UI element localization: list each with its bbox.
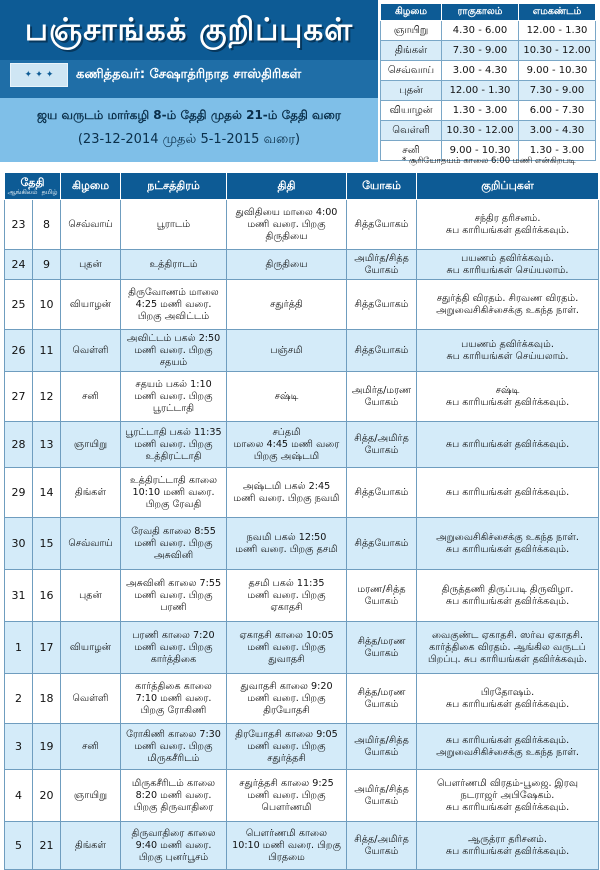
author-line: கணித்தவர்: சேஷாத்ரிநாத சாஸ்திரிகள் [76,67,302,82]
star-cell: ரேவதி காலை 8:55 மணி வரை. பிறகு அசுவினி [121,518,227,570]
header-star: நட்சத்திரம் [121,173,227,200]
notes-cell: ஆருத்ரா தரிசனம். சுப காரியங்கள் தவிர்க்கவும். [417,822,599,870]
table-row [5,250,599,280]
tithi-cell: திரயோதசி காலை 9:05 மணி வரை. பிறகு சதுர்த்தசி [227,724,347,770]
timings-rahu: 4.30 - 6.00 [442,21,519,41]
timings-ema: 12.00 - 1.30 [519,21,596,41]
timings-day: சனி [381,141,442,161]
tithi-cell: சதுர்த்தசி காலை 9:25 மணி வரை. பிறகு பௌர்ணமி [227,770,347,822]
date-tamil: 15 [33,518,61,570]
date-english: 3 [5,724,33,770]
tithi-cell: துவிதியை மாலை 4:00 மணி வரை. பிறகு திருதியை [227,200,347,250]
yogam-cell: மரண/சித்த யோகம் [347,570,417,622]
date-tamil: 14 [33,468,61,518]
sunrise-note: * சூரியோதயம் காலை 6:00 மணி என்கிறபடி [402,156,576,166]
star-cell: மிருகசீரிடம் காலை 8:20 மணி வரை. பிறகு திருவாதிரை [121,770,227,822]
table-header-row [5,173,599,200]
date-tamil: 8 [33,200,61,250]
notes-cell: திருத்தணி திருப்படி திருவிழா. சுப காரியங்கள் தவிர்க்கவும். [417,570,599,622]
notes-cell: வைகுண்ட ஏகாதசி. ஸர்வ ஏகாதசி. கார்த்திகை விரதம். ஆங்கில வருடப் பிறப்பு. சுப காரியங்கள் தவிர்க்கவும். [417,622,599,674]
date-tamil: 19 [33,724,61,770]
day-cell: வியாழன் [61,622,121,674]
date-tamil: 18 [33,674,61,724]
day-cell: புதன் [61,250,121,280]
timings-ema: 1.30 - 3.00 [519,141,596,161]
header-notes: குறிப்புகள் [417,173,599,200]
star-cell: உத்திராடம் [121,250,227,280]
tithi-cell: துவாதசி காலை 9:20 மணி வரை. பிறகு திரயோதசி [227,674,347,724]
notes-cell: சுப காரியங்கள் தவிர்க்கவும். [417,468,599,518]
table-row [5,570,599,622]
tithi-cell: பஞ்சமி [227,330,347,372]
header-yogam: யோகம் [347,173,417,200]
day-cell: திங்கள் [61,822,121,870]
author-band [0,60,378,90]
star-cell: உத்திரட்டாதி காலை 10:10 மணி வரை. பிறகு ரேவதி [121,468,227,518]
day-cell: புதன் [61,570,121,622]
timings-rahu: 12.00 - 1.30 [442,81,519,101]
date-english: 26 [5,330,33,372]
header-banner [0,0,378,162]
date-english: 2 [5,674,33,724]
yogam-cell: சித்தயோகம் [347,330,417,372]
timings-day: ஞாயிறு [381,21,442,41]
table-row [5,770,599,822]
table-row [5,280,599,330]
timings-row [381,121,596,141]
table-row [5,468,599,518]
period-line-tamil: ஜய வருடம் மார்கழி 8-ம் தேதி முதல் 21-ம் தேதி வரை [36,108,341,122]
yogam-cell: சித்தயோகம் [347,280,417,330]
date-tamil: 10 [33,280,61,330]
date-english: 30 [5,518,33,570]
notes-cell: சஷ்டி சுப காரியங்கள் தவிர்க்கவும். [417,372,599,422]
day-cell: திங்கள் [61,468,121,518]
tithi-cell: அஷ்டமி பகல் 2:45 மணி வரை. பிறகு நவமி [227,468,347,518]
timings-ema: 9.00 - 10.30 [519,61,596,81]
timings-rahu: 9.00 - 10.30 [442,141,519,161]
yogam-cell: சித்த/மரண யோகம் [347,674,417,724]
yogam-cell: அமிர்த/சித்த யோகம் [347,250,417,280]
table-row [5,518,599,570]
notes-cell: பயணம் தவிர்க்கவும். சுப காரியங்கள் செய்யலாம். [417,330,599,372]
table-row [5,330,599,372]
tithi-cell: சஷ்டி [227,372,347,422]
decorative-logo-icon: ✦ ✦ ✦ [10,63,68,87]
date-english: 23 [5,200,33,250]
yogam-cell: அமிர்த/சித்த யோகம் [347,770,417,822]
page-title: பஞ்சாங்கக் குறிப்புகள் [24,12,354,48]
timings-table [380,3,596,161]
timings-day: திங்கள் [381,41,442,61]
tithi-cell: ஏகாதசி காலை 10:05 மணி வரை. பிறகு துவாதசி [227,622,347,674]
date-tamil: 17 [33,622,61,674]
star-cell: சதயம் பகல் 1:10 மணி வரை. பிறகு பூரட்டாதி [121,372,227,422]
date-english: 1 [5,622,33,674]
tithi-cell: தசமி பகல் 11:35 மணி வரை. பிறகு ஏகாதசி [227,570,347,622]
day-cell: வியாழன் [61,280,121,330]
day-cell: ஞாயிறு [61,422,121,468]
notes-cell: சுப காரியங்கள் தவிர்க்கவும். அறுவைசிகிச்சைக்கு உகந்த நாள். [417,724,599,770]
timings-header-rahu: ராகுகாலம் [442,4,519,21]
star-cell: ரோகிணி காலை 7:30 மணி வரை. பிறகு மிருகசீரிடம் [121,724,227,770]
yogam-cell: அமிர்த/மரண யோகம் [347,372,417,422]
tithi-cell: சதுர்த்தி [227,280,347,330]
star-cell: திருவாதிரை காலை 9:40 மணி வரை. பிறகு புனர்பூசம் [121,822,227,870]
timings-header-row [381,4,596,21]
notes-cell: சுப காரியங்கள் தவிர்க்கவும். [417,422,599,468]
star-cell: அசுவினி காலை 7:55 மணி வரை. பிறகு பரணி [121,570,227,622]
notes-cell: பௌர்ணமி விரதம்-பூஜை. இரவு நடராஜர் அபிஷேகம். சுப காரியங்கள் தவிர்க்கவும். [417,770,599,822]
timings-body [381,21,596,161]
date-english: 27 [5,372,33,422]
day-cell: சனி [61,724,121,770]
notes-cell: சந்திர தரிசனம். சுப காரியங்கள் தவிர்க்கவும். [417,200,599,250]
timings-day: புதன் [381,81,442,101]
timings-rahu: 3.00 - 4.30 [442,61,519,81]
date-english: 24 [5,250,33,280]
tithi-cell: நவமி பகல் 12:50 மணி வரை. பிறகு தசமி [227,518,347,570]
timings-row [381,101,596,121]
timings-header-day: கிழமை [381,4,442,21]
day-cell: வெள்ளி [61,674,121,724]
date-tamil: 11 [33,330,61,372]
notes-cell: அறுவைசிகிச்சைக்கு உகந்த நாள். சுப காரியங்கள் தவிர்க்கவும். [417,518,599,570]
timings-day: செவ்வாய் [381,61,442,81]
timings-row [381,41,596,61]
star-cell: பூரட்டாதி பகல் 11:35 மணி வரை. பிறகு உத்திரட்டாதி [121,422,227,468]
date-english: 4 [5,770,33,822]
timings-rahu: 10.30 - 12.00 [442,121,519,141]
header-date [5,173,61,200]
date-english: 28 [5,422,33,468]
date-tamil: 13 [33,422,61,468]
timings-ema: 6.00 - 7.30 [519,101,596,121]
day-cell: வெள்ளி [61,330,121,372]
table-row [5,422,599,468]
yogam-cell: சித்தயோகம் [347,518,417,570]
table-row [5,822,599,870]
date-english: 5 [5,822,33,870]
timings-row [381,61,596,81]
header-date-sub-tamil: தமிழ் [41,187,58,196]
tithi-cell: திருதியை [227,250,347,280]
timings-day: வியாழன் [381,101,442,121]
period-band [0,98,378,162]
timings-rahu: 1.30 - 3.00 [442,101,519,121]
date-english: 31 [5,570,33,622]
table-row [5,724,599,770]
header-day: கிழமை [61,173,121,200]
timings-ema: 7.30 - 9.00 [519,81,596,101]
yogam-cell: சித்த/அமிர்த யோகம் [347,422,417,468]
date-tamil: 9 [33,250,61,280]
date-tamil: 20 [33,770,61,822]
timings-rahu: 7.30 - 9.00 [442,41,519,61]
timings-ema: 10.30 - 12.00 [519,41,596,61]
tithi-cell: பௌர்ணமி காலை 10:10 மணி வரை. பிறகு பிரதமை [227,822,347,870]
star-cell: திருவோணம் மாலை 4:25 மணி வரை. பிறகு அவிட்டம் [121,280,227,330]
date-english: 29 [5,468,33,518]
day-cell: சனி [61,372,121,422]
date-tamil: 21 [33,822,61,870]
timings-header-ema: எமகண்டம் [519,4,596,21]
yogam-cell: சித்தயோகம் [347,200,417,250]
date-tamil: 16 [33,570,61,622]
day-cell: செவ்வாய் [61,200,121,250]
timings-row [381,21,596,41]
yogam-cell: அமிர்த/சித்த யோகம் [347,724,417,770]
header-date-sub-english: ஆங்கிலம் [7,187,38,196]
title-band [0,0,378,60]
day-cell: செவ்வாய் [61,518,121,570]
day-cell: ஞாயிறு [61,770,121,822]
header-date-label: தேதி [20,175,45,189]
notes-cell: பிரதோஷம். சுப காரியங்கள் தவிர்க்கவும். [417,674,599,724]
date-tamil: 12 [33,372,61,422]
star-cell: கார்த்திகை காலை 7:10 மணி வரை. பிறகு ரோகிணி [121,674,227,724]
yogam-cell: சித்த/அமிர்த யோகம் [347,822,417,870]
star-cell: அவிட்டம் பகல் 2:50 மணி வரை. பிறகு சதயம் [121,330,227,372]
table-row [5,674,599,724]
notes-cell: பயணம் தவிர்க்கவும். சுப காரியங்கள் செய்யலாம். [417,250,599,280]
yogam-cell: சித்த/மரண யோகம் [347,622,417,674]
table-row [5,372,599,422]
panchangam-table [4,172,599,870]
notes-cell: சதுர்த்தி விரதம். சிரவண விரதம். அறுவைசிகிச்சைக்கு உகந்த நாள். [417,280,599,330]
panchangam-body [5,200,599,870]
star-cell: பரணி காலை 7:20 மணி வரை. பிறகு கார்த்திகை [121,622,227,674]
header-tithi: திதி [227,173,347,200]
header-date-sub [5,189,60,196]
tithi-cell: சப்தமி மாலை 4:45 மணி வரை பிறகு அஷ்டமி [227,422,347,468]
timings-ema: 3.00 - 4.30 [519,121,596,141]
table-row [5,200,599,250]
table-row [5,622,599,674]
period-line-dates: (23-12-2014 முதல் 5-1-2015 வரை) [77,132,301,147]
yogam-cell: சித்தயோகம் [347,468,417,518]
star-cell: பூராடம் [121,200,227,250]
date-english: 25 [5,280,33,330]
timings-day: வெள்ளி [381,121,442,141]
timings-row [381,81,596,101]
